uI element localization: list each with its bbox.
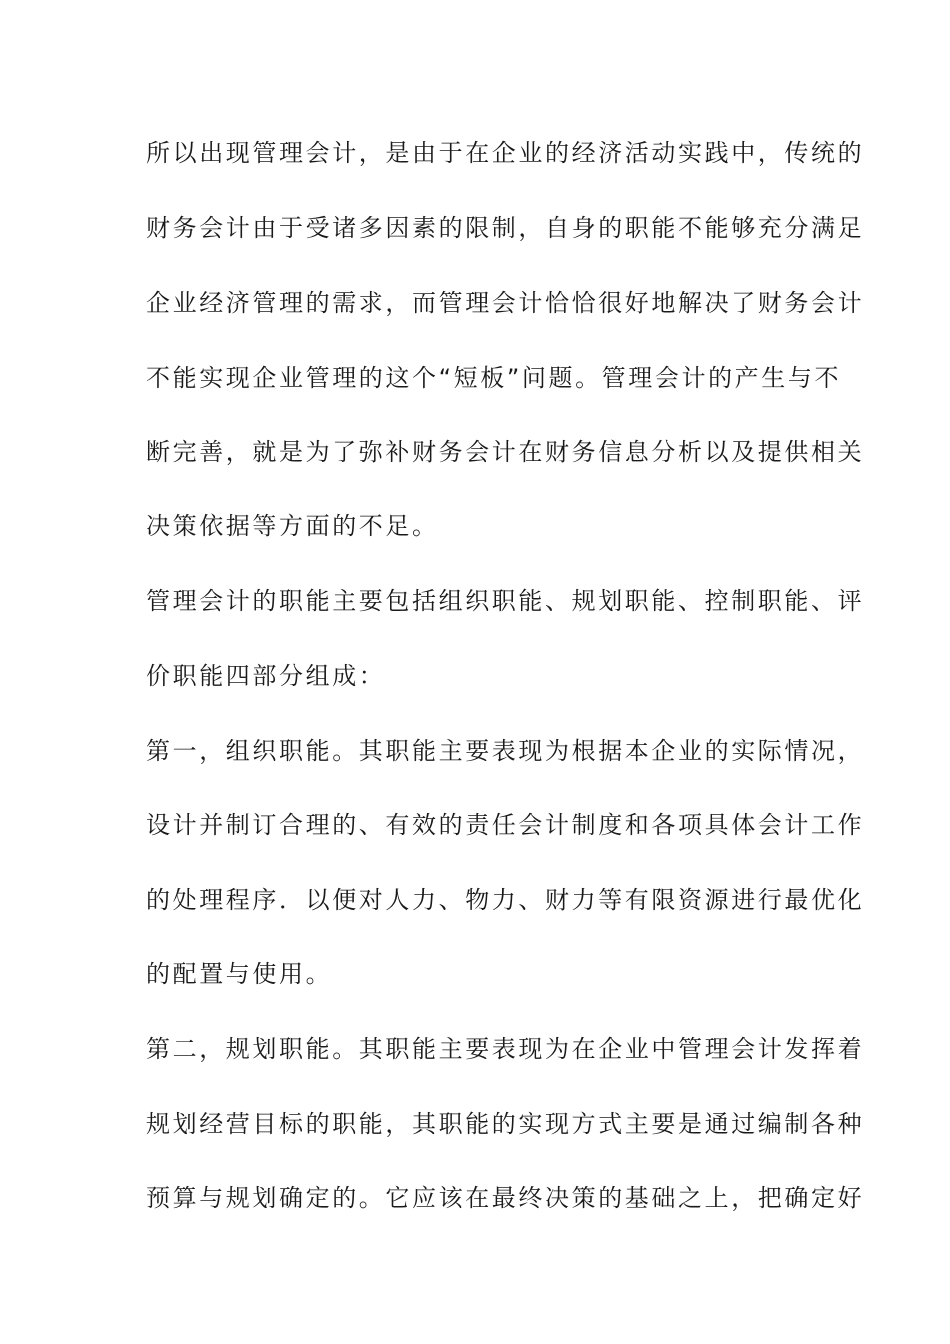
text-line: 第二，规划职能。其职能主要表现为在企业中管理会计发挥着 [146,1035,865,1063]
text-line: 第一，组织职能。其职能主要表现为根据本企业的实际情况， [146,737,865,765]
text-line: 所以出现管理会计，是由于在企业的经济活动实践中，传统的 [146,139,865,167]
text-line: 断完善，就是为了弥补财务会计在财务信息分析以及提供相关 [146,438,865,466]
text-line: 决策依据等方面的不足。 [146,512,439,540]
text-line: 管理会计的职能主要包括组织职能、规划职能、控制职能、评 [146,587,865,615]
text-line: 企业经济管理的需求，而管理会计恰恰很好地解决了财务会计 [146,289,865,317]
text-line: 不能实现企业管理的这个“短板”问题。管理会计的产生与不 [146,364,842,392]
text-line: 价职能四部分组成： [146,662,386,690]
text-line: 财务会计由于受诸多因素的限制，自身的职能不能够充分满足 [146,214,865,242]
text-line: 规划经营目标的职能，其职能的实现方式主要是通过编制各种 [146,1110,865,1138]
text-line: 设计并制订合理的、有效的责任会计制度和各项具体会计工作 [146,811,865,839]
text-line: 预算与规划确定的。它应该在最终决策的基础之上，把确定好 [146,1184,865,1212]
text-line: 的处理程序．以便对人力、物力、财力等有限资源进行最优化 [146,886,865,914]
text-line: 的配置与使用。 [146,960,333,988]
